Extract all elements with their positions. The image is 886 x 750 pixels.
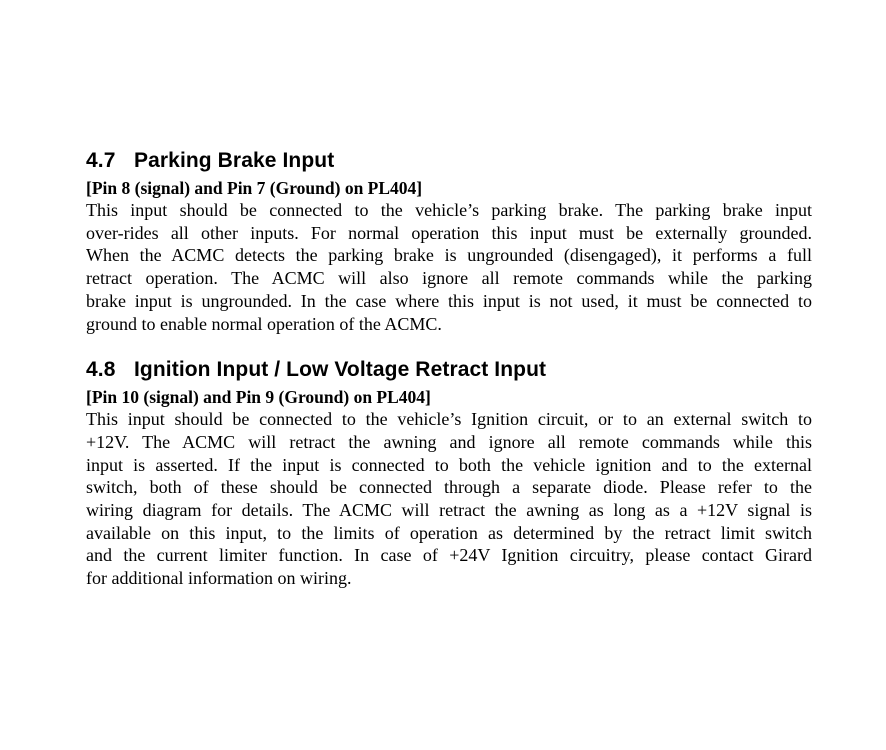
section-heading bbox=[86, 357, 812, 383]
section-title: Ignition Input / Low Voltage Retract Input bbox=[134, 358, 547, 382]
section-number: 4.7 bbox=[86, 149, 116, 172]
section-body bbox=[86, 408, 812, 590]
section-heading bbox=[86, 148, 812, 174]
body-line: ground to enable normal operation of the ACMC. bbox=[86, 313, 442, 334]
section-ignition-input bbox=[86, 357, 812, 590]
body-line: and the current limiter function. In case of +24V Ignition circuitry, please contact Girard bbox=[86, 545, 812, 566]
body-line: When the ACMC detects the parking brake is ungrounded (disengaged), it performs a full bbox=[86, 245, 812, 266]
pin-assignment: [Pin 10 (signal) and Pin 9 (Ground) on PL404] bbox=[86, 387, 431, 408]
section-number: 4.8 bbox=[86, 358, 116, 382]
body-line: over-rides all other inputs. For normal operation this input must be externally grounded. bbox=[86, 222, 812, 243]
body-line: +12V. The ACMC will retract the awning and ignore all remote commands while this bbox=[86, 431, 812, 452]
pin-assignment: [Pin 8 (signal) and Pin 7 (Ground) on PL404] bbox=[86, 178, 423, 198]
body-line: wiring diagram for details. The ACMC will retract the awning as long as a +12V signal is bbox=[86, 500, 812, 521]
body-line: brake input is ungrounded. In the case where this input is not used, it must be connected to bbox=[86, 290, 812, 311]
body-line: retract operation. The ACMC will also ignore all remote commands while the parking bbox=[86, 268, 812, 289]
body-line: input is asserted. If the input is connected to both the vehicle ignition and to the external bbox=[86, 454, 812, 475]
section-body bbox=[86, 199, 812, 335]
body-line: This input should be connected to the vehicle’s Ignition circuit, or to an external switch to bbox=[86, 409, 812, 430]
section-title: Parking Brake Input bbox=[134, 149, 335, 172]
body-line: This input should be connected to the vehicle’s parking brake. The parking brake input bbox=[86, 200, 812, 220]
document-page bbox=[86, 148, 812, 590]
body-line: available on this input, to the limits of operation as determined by the retract limit switch bbox=[86, 522, 812, 543]
body-line: for additional information on wiring. bbox=[86, 568, 352, 589]
section-parking-brake-input bbox=[86, 148, 812, 335]
body-line: switch, both of these should be connected through a separate diode. Please refer to the bbox=[86, 477, 812, 498]
